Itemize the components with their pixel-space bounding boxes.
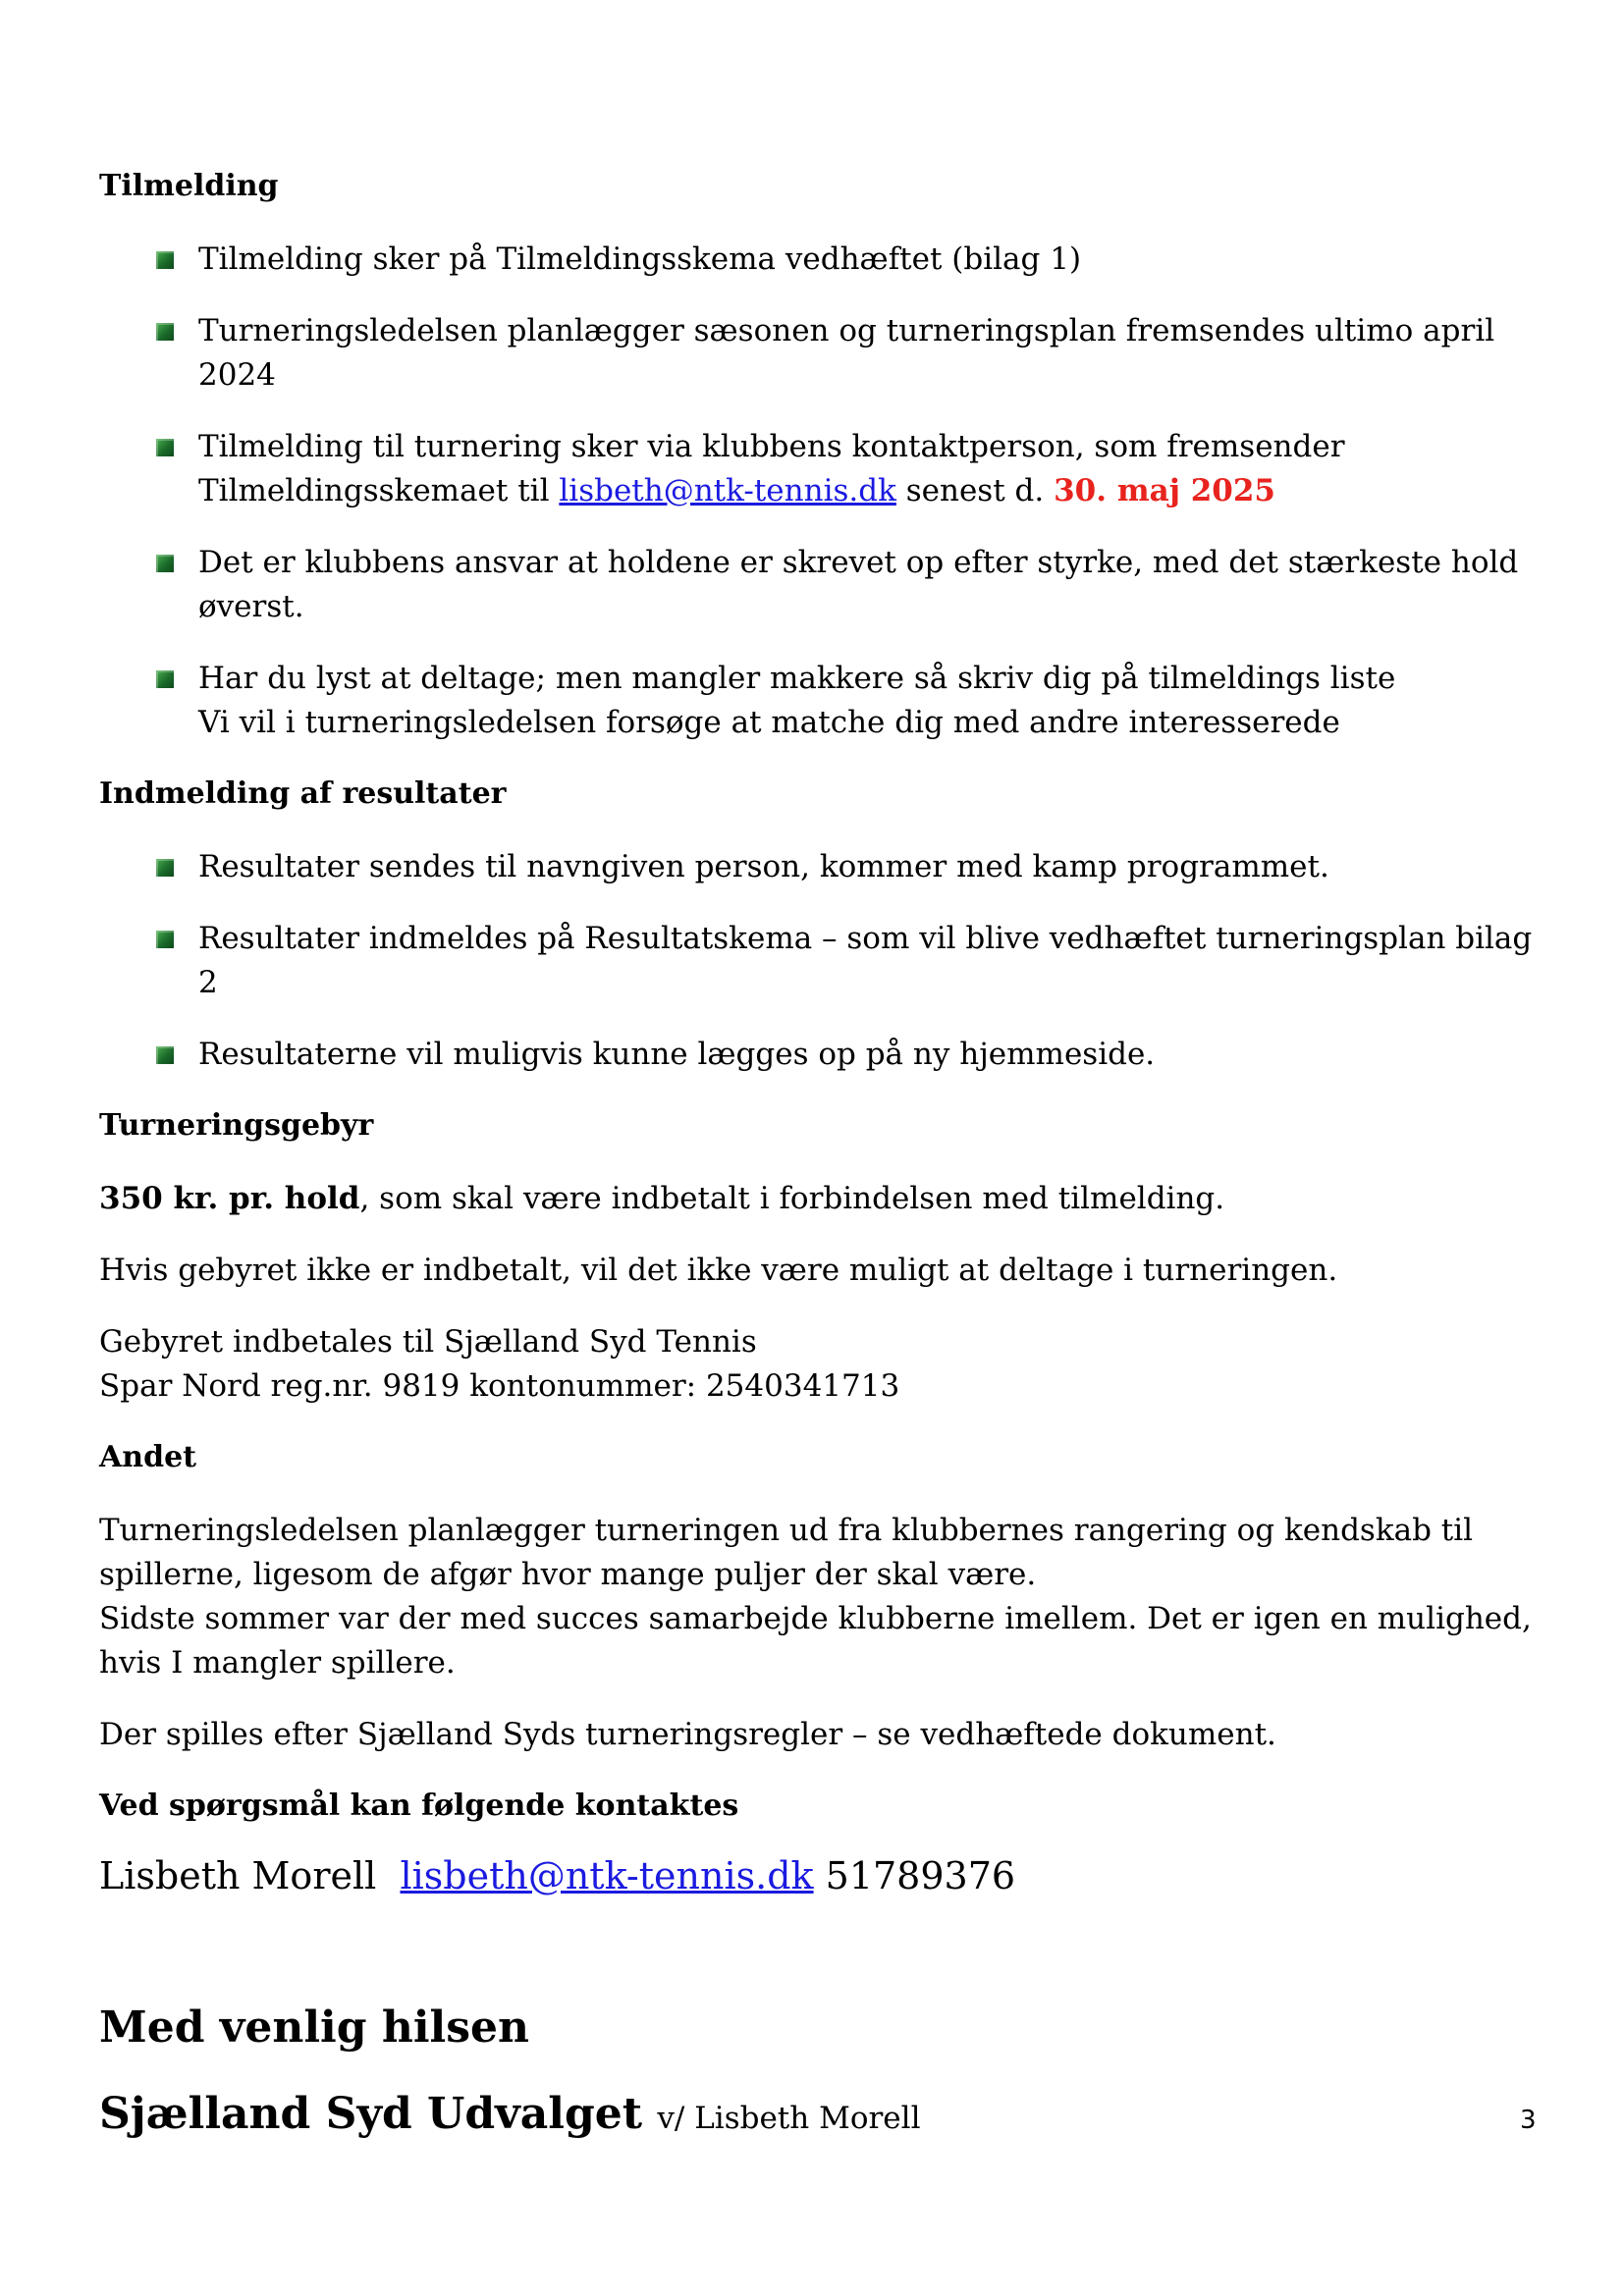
green-square-bullet-icon — [156, 323, 174, 341]
indmelding-list — [99, 845, 1533, 1077]
list-item — [99, 657, 1533, 745]
andet-text: Sidste sommer var der med succes samarbejde klubberne imellem. Det er igen en mulighed, hvis I mangler spillere. — [99, 1601, 1532, 1681]
list-item-text: Resultaterne vil muligvis kunne lægges op på ny hjemmeside. — [198, 1037, 1156, 1072]
organization-name: Sjælland Syd Udvalget — [99, 2089, 643, 2139]
contact-name: Lisbeth Morell — [99, 1854, 377, 1897]
contact-phone: 51789376 — [825, 1854, 1016, 1897]
fee-text: , som skal være indbetalt i forbindelsen med tilmelding. — [359, 1181, 1225, 1216]
deadline-date: 30. maj 2025 — [1054, 473, 1275, 508]
green-square-bullet-icon — [156, 859, 174, 877]
green-square-bullet-icon — [156, 251, 174, 269]
list-item-text: Resultater indmeldes på Resultatskema – som vil blive vedhæftet turneringsplan bilag 2 — [198, 921, 1533, 1000]
list-item — [99, 1033, 1533, 1077]
section-heading-andet: Andet — [99, 1440, 197, 1474]
andet-text: Turneringsledelsen planlægger turneringen ud fra klubbernes rangering og kendskab til spillerne, ligesom de afgør hvor mange puljer der skal være. — [99, 1513, 1474, 1592]
payment-line: Gebyret indbetales til Sjælland Syd Tennis — [99, 1324, 757, 1360]
payment-line: Spar Nord reg.nr. 9819 kontonummer: 2540341713 — [99, 1368, 900, 1404]
signed-by: v/ Lisbeth Morell — [657, 2101, 921, 2136]
section-heading-indmelding: Indmelding af resultater — [99, 776, 507, 811]
list-item — [99, 845, 1533, 889]
list-item-text: Har du lyst at deltage; men mangler makkere så skriv dig på tilmeldings liste — [198, 661, 1396, 696]
rules-paragraph: Der spilles efter Sjælland Syds turneringsregler – se vedhæftede dokument. — [99, 1717, 1276, 1752]
section-heading-tilmelding: Tilmelding — [99, 169, 279, 203]
email-link[interactable]: lisbeth@ntk-tennis.dk — [559, 473, 896, 508]
contact-email-link[interactable]: lisbeth@ntk-tennis.dk — [400, 1854, 814, 1897]
fee-warning: Hvis gebyret ikke er indbetalt, vil det ikke være muligt at deltage i turneringen. — [99, 1253, 1338, 1288]
closing-signature — [99, 2085, 1533, 2148]
document-page — [99, 165, 1533, 2148]
tilmelding-list — [99, 238, 1533, 745]
list-item — [99, 541, 1533, 629]
list-item-text: Turneringsledelsen planlægger sæsonen og turneringsplan fremsendes ultimo april 2024 — [198, 313, 1495, 393]
green-square-bullet-icon — [156, 555, 174, 572]
section-heading-kontakt: Ved spørgsmål kan følgende kontaktes — [99, 1789, 739, 1823]
list-item — [99, 309, 1533, 398]
section-heading-gebyr: Turneringsgebyr — [99, 1108, 374, 1143]
contact-line — [99, 1849, 1533, 1902]
list-item-text: Vi vil i turneringsledelsen forsøge at matche dig med andre interesserede — [198, 705, 1340, 740]
list-item — [99, 425, 1533, 513]
payment-info — [99, 1320, 1533, 1409]
list-item-text: senest d. — [895, 473, 1055, 508]
green-square-bullet-icon — [156, 931, 174, 948]
list-item-text: Det er klubbens ansvar at holdene er skrevet op efter styrke, med det stærkeste hold øverst. — [198, 545, 1519, 624]
fee-paragraph — [99, 1177, 1533, 1221]
green-square-bullet-icon — [156, 1046, 174, 1064]
list-item-text: Tilmelding sker på Tilmeldingsskema vedhæftet (bilag 1) — [198, 241, 1082, 277]
list-item-text: Tilmelding til turnering sker via klubbens kontaktperson, som fremsender Tilmeldingsskemaet til — [198, 429, 1345, 508]
closing-greeting: Med venlig hilsen — [99, 2002, 530, 2053]
andet-paragraph — [99, 1509, 1533, 1685]
list-item — [99, 917, 1533, 1005]
page-number: 3 — [1520, 2106, 1537, 2135]
list-item-text: Resultater sendes til navngiven person, kommer med kamp programmet. — [198, 849, 1329, 884]
green-square-bullet-icon — [156, 670, 174, 688]
fee-amount: 350 kr. pr. hold — [99, 1181, 360, 1216]
green-square-bullet-icon — [156, 439, 174, 456]
list-item — [99, 238, 1533, 282]
